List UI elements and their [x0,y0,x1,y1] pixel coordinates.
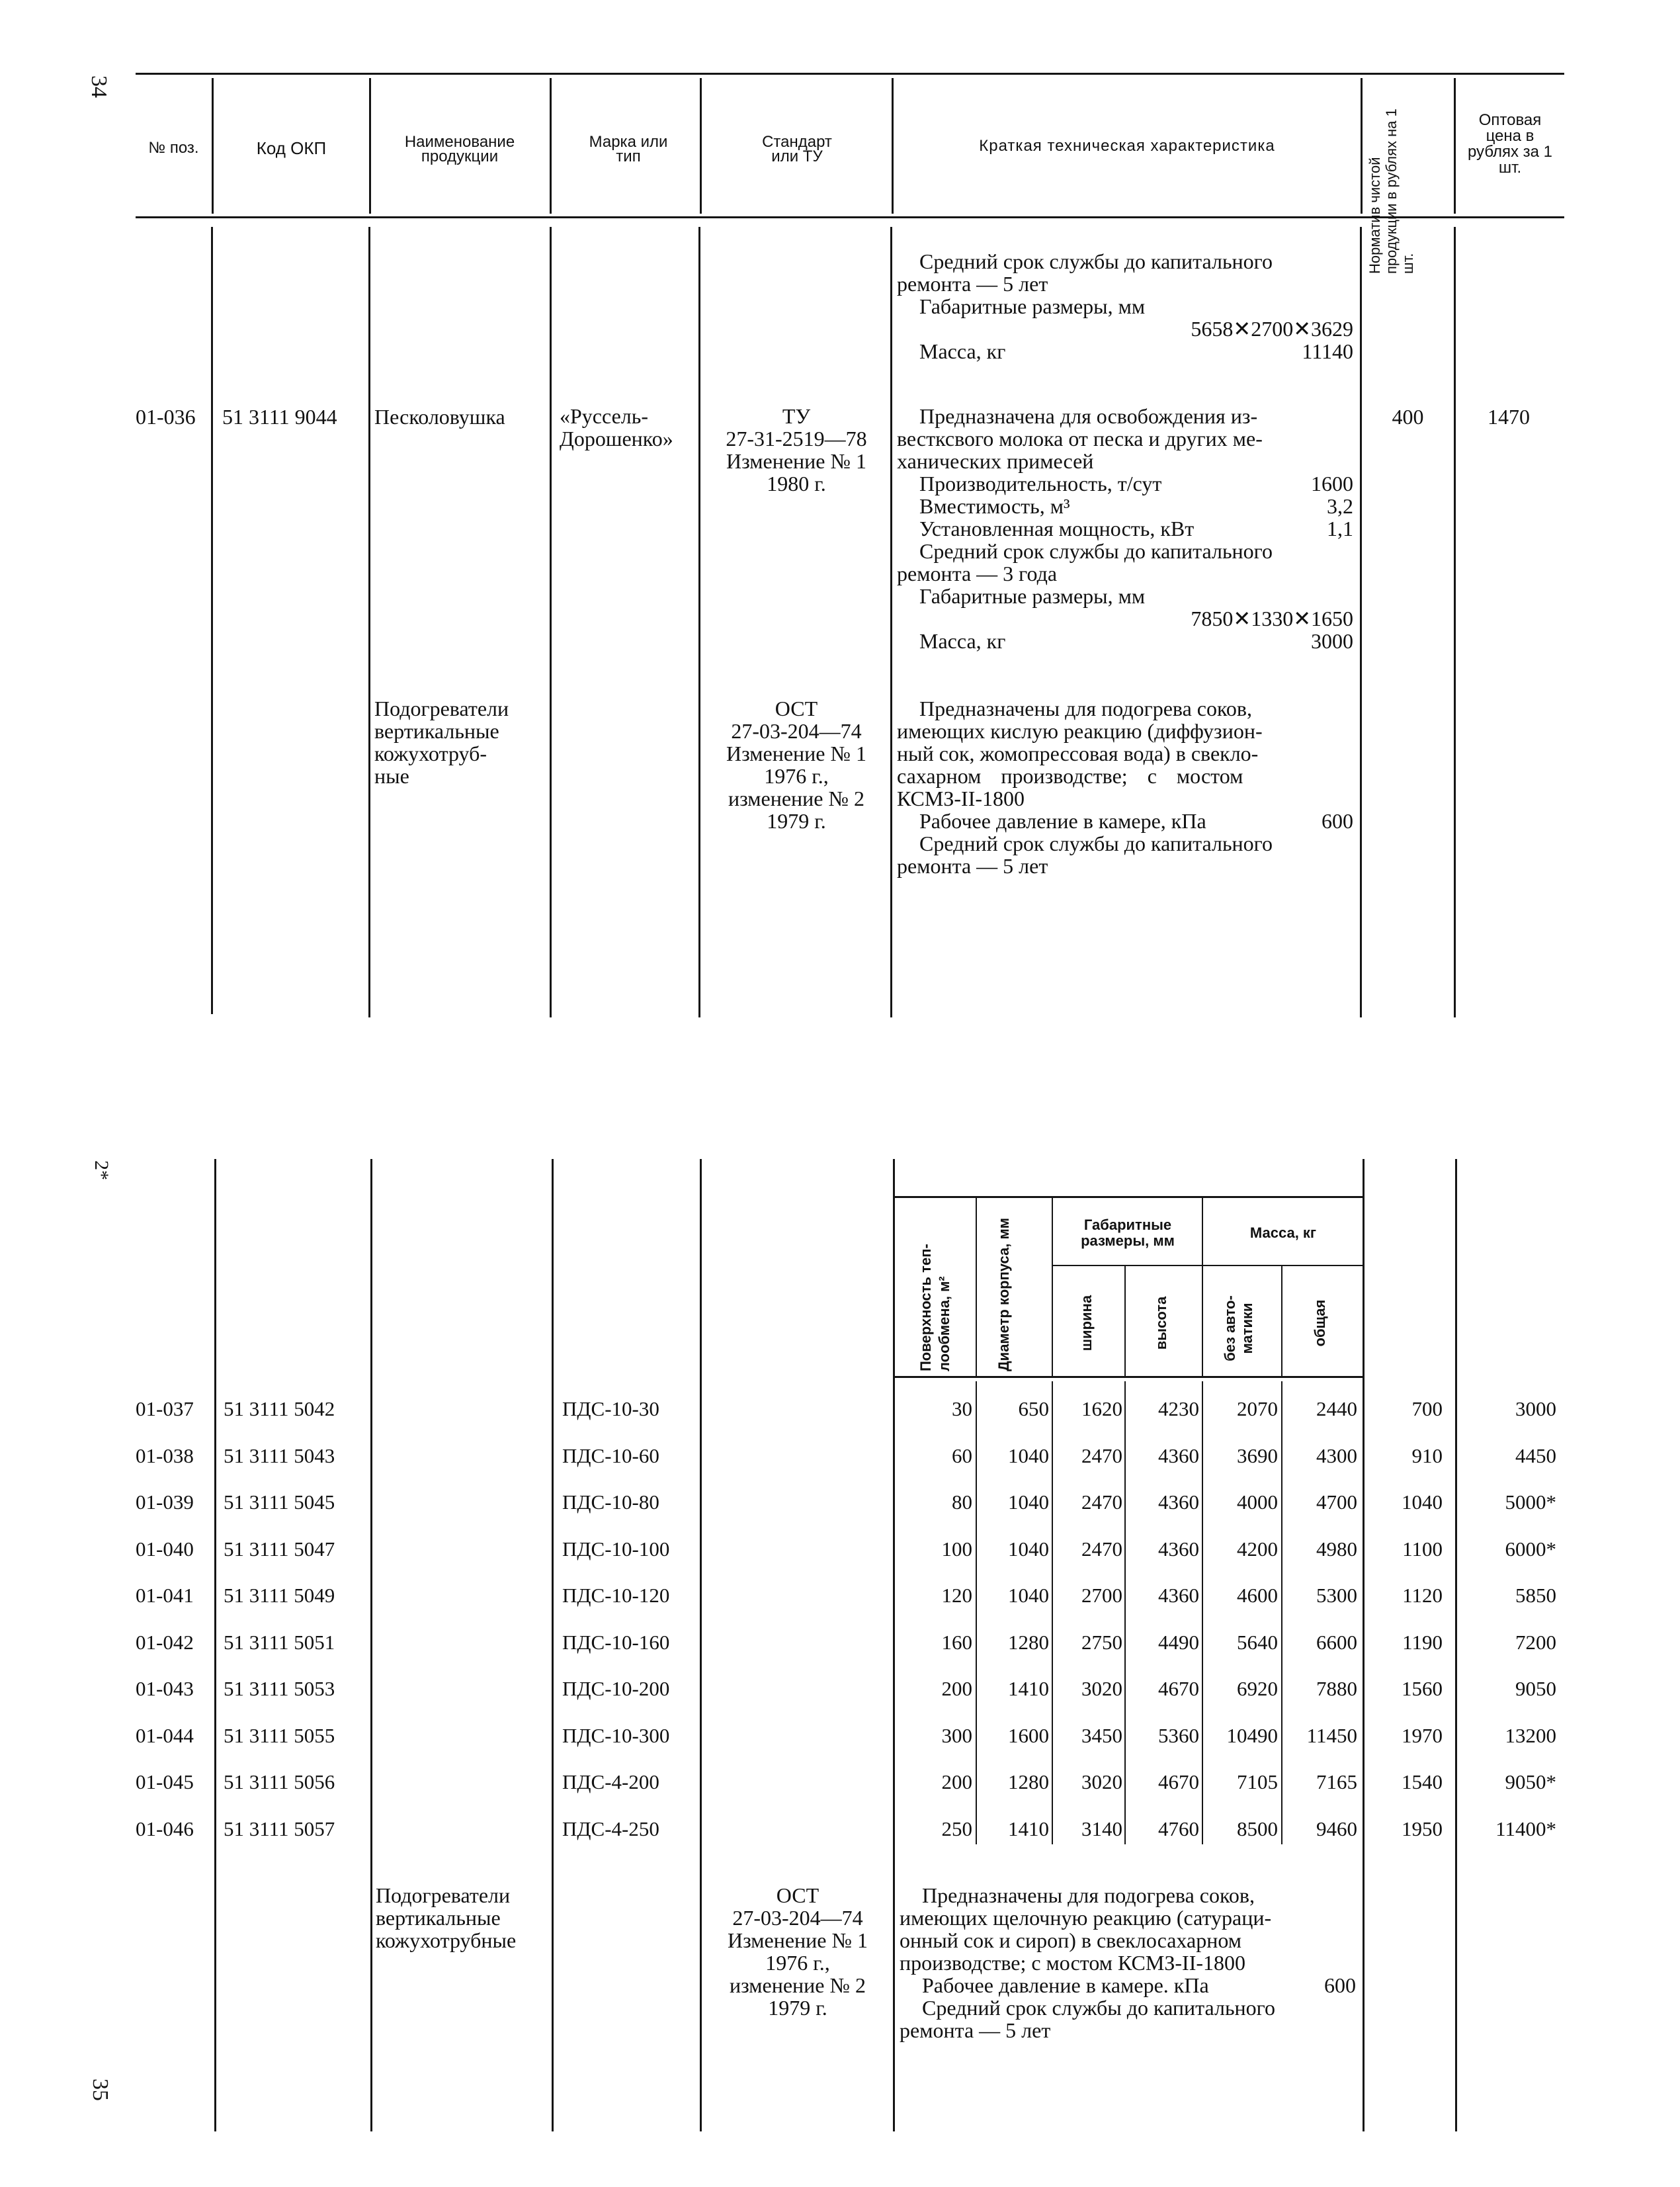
subheader-mass: Масса, кг [1249,1224,1317,1241]
subheader-mass-total [1312,1290,1331,1356]
cell-mass-no-auto: 5640 [1237,1630,1278,1654]
heaters-alkaline-standard [704,1884,892,2019]
header-name: Наименование продукции [404,133,515,165]
cell-okp: 51 3111 5057 [224,1817,335,1840]
subheader-surface-text: Поверхность теп-лообмена, м² [917,1244,952,1371]
cell-surface: 80 [952,1490,972,1514]
cell-price: 3000 [1515,1397,1556,1420]
desc-line: ханических примесей [897,449,1094,473]
cell-mass-total: 4980 [1316,1537,1357,1561]
cell-mass-total: 5300 [1316,1584,1357,1607]
cell-surface: 300 [941,1723,972,1747]
item-036-okp: 51 3111 9044 [222,405,337,429]
cell-diameter: 1040 [1008,1443,1049,1467]
subheader-surface [917,1213,956,1371]
heaters-acid-standard [702,697,890,832]
cell-marka: ПДС-10-60 [562,1443,659,1467]
std-line: 27-31-2519—78 [726,427,867,450]
cell-norm: 1190 [1402,1630,1443,1654]
cell-marka: ПДС-10-300 [562,1723,670,1747]
cell-surface: 200 [941,1677,972,1700]
cell-marka: ПДС-10-100 [562,1537,670,1561]
name-line: кожухотруб- [374,742,487,765]
cell-mass-no-auto: 4200 [1237,1537,1278,1561]
cell-surface: 100 [941,1537,972,1561]
desc-line: сахарном производстве; с мостом [897,764,1243,788]
desc-pair-label: Вместимость, м³ [919,494,1070,518]
cell-okp: 51 3111 5056 [224,1770,335,1793]
cell-okp: 51 3111 5049 [224,1584,335,1607]
subheader-height-text: высота [1153,1296,1169,1350]
cell-pos: 01-040 [136,1537,194,1561]
cell-width: 3450 [1081,1723,1122,1747]
cell-okp: 51 3111 5043 [224,1443,335,1467]
cell-surface: 30 [952,1397,972,1420]
cell-mass-no-auto: 3690 [1237,1443,1278,1467]
cell-pos: 01-038 [136,1443,194,1467]
std-line: 27-03-204—74 [731,719,862,743]
cell-norm: 1560 [1402,1677,1443,1700]
cell-height: 4670 [1158,1677,1199,1700]
desc-line: вестксвого молока от песка и других ме- [897,427,1263,450]
desc-line: Предназначена для освобождения из- [919,404,1258,428]
std-line: изменение № 2 [729,1973,866,1997]
cell-mass-total: 4700 [1316,1490,1357,1514]
cell-mass-total: 2440 [1316,1397,1357,1420]
desc-line: ремонта — 3 года [897,562,1058,585]
cell-norm: 910 [1411,1443,1443,1467]
desc-line: ремонта — 5 лет [900,2018,1051,2042]
desc-line: онный сок и сироп) в свеклосахарном [900,1928,1241,1952]
subheader-gabarit: Габаритные размеры, мм [1081,1217,1175,1249]
cell-mass-no-auto: 10490 [1226,1723,1278,1747]
cell-height: 4360 [1158,1443,1199,1467]
desc-line: Предназначены для подогрева соков, [919,697,1253,720]
header-norm [1366,89,1449,274]
header-okp: Код ОКП [256,138,327,158]
cell-price: 11400* [1495,1817,1556,1840]
std-line: 1976 г., [765,1951,830,1975]
std-line: 1980 г. [767,472,826,495]
cell-price: 6000* [1505,1537,1556,1561]
desc-pressure-label: Рабочее давление в камере, кПа [919,809,1206,833]
subheader-mass-no-auto-text: без авто-матики [1222,1295,1255,1361]
cell-mass-no-auto: 6920 [1237,1677,1278,1700]
header-price: Оптовая цена в рублях за 1 шт. [1467,111,1553,177]
cell-marka: ПДС-10-120 [562,1584,670,1607]
continuation-line: ремонта — 5 лет [897,272,1048,296]
item-036-marka [560,405,698,450]
cell-diameter: 1280 [1008,1630,1049,1654]
subheader-mass-total-text: общая [1312,1299,1328,1347]
subheader-width-text: ширина [1078,1295,1095,1351]
header-characteristic: Краткая техническая характеристика [979,137,1275,155]
cell-norm: 1950 [1402,1817,1443,1840]
header-pos: № поз. [148,139,199,157]
cell-diameter: 1410 [1008,1817,1049,1840]
desc-line: КСМЗ-II-1800 [897,787,1025,810]
name-line: Подогреватели [374,697,509,720]
desc-pair [897,472,1353,495]
desc-pair-label: Установленная мощность, кВт [919,517,1195,540]
continuation-mass-value: 11140 [1302,339,1353,363]
heaters-alkaline-name [376,1884,554,1951]
cell-pos: 01-044 [136,1723,194,1747]
std-line: 27-03-204—74 [732,1906,863,1930]
cell-surface: 120 [941,1584,972,1607]
cell-pos: 01-045 [136,1770,194,1793]
std-line: Изменение № 1 [726,742,867,765]
cell-width: 3140 [1081,1817,1122,1840]
desc-line: Средний срок службы до капитального [919,539,1273,563]
desc-pressure-value: 600 [1322,809,1353,833]
desc-pressure-value: 600 [1324,1973,1356,1997]
item-036-pos: 01-036 [136,405,196,429]
cell-height: 5360 [1158,1723,1199,1747]
desc-pressure-row [900,1974,1356,1996]
cell-mass-total: 7880 [1316,1677,1357,1700]
cell-marka: ПДС-10-200 [562,1677,670,1700]
cell-width: 2700 [1081,1584,1122,1607]
desc-dims: 7850✕1330✕1650 [1191,607,1353,630]
desc-pair-label: Производительность, т/сут [919,472,1162,495]
cell-diameter: 1040 [1008,1584,1049,1607]
continuation-dims: 5658✕2700✕3629 [1191,317,1353,341]
cell-height: 4760 [1158,1817,1199,1840]
desc-pressure-label: Рабочее давление в камере. кПа [922,1973,1209,1997]
desc-pair-value: 1600 [1311,472,1353,495]
continuation-mass-row [897,340,1353,363]
name-line: кожухотрубные [376,1928,517,1952]
desc-line: имеющих кислую реакцию (диффузион- [897,719,1263,743]
cell-norm: 1540 [1402,1770,1443,1793]
subheader-mass-no-auto [1222,1289,1261,1368]
cell-diameter: 650 [1018,1397,1049,1420]
cell-width: 2470 [1081,1537,1122,1561]
std-line: 1979 г. [768,1996,827,2020]
cell-price: 9050 [1515,1677,1556,1700]
item-036-norm: 400 [1392,405,1424,429]
desc-line: ный сок, жомопрессовая вода) в свекло- [897,742,1259,765]
std-line: ОСТ [776,1883,819,1907]
name-line: вертикальные [374,719,499,743]
name-line: вертикальные [376,1906,501,1930]
std-line: ТУ [782,404,811,428]
std-line: 1976 г., [764,764,829,788]
item-036-marka-text: «Руссель-Дорошенко» [560,404,673,450]
cell-height: 4360 [1158,1490,1199,1514]
cell-mass-no-auto: 8500 [1237,1817,1278,1840]
std-line: Изменение № 1 [727,1928,868,1952]
std-line: Изменение № 1 [726,449,867,473]
cell-okp: 51 3111 5051 [224,1630,335,1654]
cell-okp: 51 3111 5045 [224,1490,335,1514]
header-marka: Марка или тип [589,133,668,165]
cell-surface: 200 [941,1770,972,1793]
cell-price: 9050* [1505,1770,1556,1793]
desc-line: Предназначены для подогрева соков, [922,1883,1255,1907]
desc-pair-value: 1,1 [1327,517,1353,540]
desc-mass-row [897,630,1353,652]
cell-height: 4490 [1158,1630,1199,1654]
page-number-top: 34 [87,75,111,98]
cell-mass-no-auto: 4600 [1237,1584,1278,1607]
cell-diameter: 1040 [1008,1537,1049,1561]
item-036-description [897,405,1353,652]
desc-line: Средний срок службы до капитального [922,1996,1275,2020]
cell-norm: 1970 [1402,1723,1443,1747]
continuation-line: Средний срок службы до капитального [919,249,1273,273]
cell-okp: 51 3111 5053 [224,1677,335,1700]
cell-mass-total: 4300 [1316,1443,1357,1467]
item-036-price: 1470 [1488,405,1530,429]
cell-pos: 01-042 [136,1630,194,1654]
cell-pos: 01-037 [136,1397,194,1420]
item-036-name: Песколовушка [374,405,505,429]
cell-price: 5850 [1515,1584,1556,1607]
cell-height: 4230 [1158,1397,1199,1420]
desc-line: Средний срок службы до капитального [919,832,1273,855]
cell-marka: ПДС-10-30 [562,1397,659,1420]
cell-height: 4360 [1158,1537,1199,1561]
continuation-text [897,250,1353,363]
cell-diameter: 1280 [1008,1770,1049,1793]
desc-pair-value: 3,2 [1327,494,1353,518]
cell-pos: 01-043 [136,1677,194,1700]
cell-norm: 1100 [1402,1537,1443,1561]
header-norm-text: Норматив чистой продукции в рублях на 1 шт. [1366,108,1416,274]
cell-height: 4360 [1158,1584,1199,1607]
cell-width: 2470 [1081,1490,1122,1514]
page-number-bottom: 35 [88,2079,112,2101]
cell-mass-total: 9460 [1316,1817,1357,1840]
desc-line: ремонта — 5 лет [897,854,1048,878]
cell-mass-total: 11450 [1306,1723,1357,1747]
header-standard: Стандарт или ТУ [762,133,832,165]
cell-mass-total: 6600 [1316,1630,1357,1654]
subheader-diameter-text: Диаметр корпуса, мм [995,1217,1012,1371]
cell-width: 2470 [1081,1443,1122,1467]
cell-mass-no-auto: 7105 [1237,1770,1278,1793]
std-line: изменение № 2 [728,787,865,810]
cell-norm: 1040 [1402,1490,1443,1514]
desc-mass-label: Масса, кг [919,629,1006,653]
cell-okp: 51 3111 5055 [224,1723,335,1747]
cell-mass-no-auto: 4000 [1237,1490,1278,1514]
cell-marka: ПДС-4-200 [562,1770,659,1793]
subheader-diameter [995,1213,1034,1371]
cell-price: 13200 [1505,1723,1556,1747]
cell-norm: 700 [1411,1397,1443,1420]
desc-line: имеющих щелочную реакцию (сатураци- [900,1906,1272,1930]
cell-width: 3020 [1081,1677,1122,1700]
cell-price: 4450 [1515,1443,1556,1467]
name-line: ные [374,764,409,788]
name-line: Подогреватели [376,1883,511,1907]
desc-pair [897,495,1353,517]
desc-pair [897,517,1353,540]
heaters-acid-name [374,697,546,787]
desc-line: производстве; с мостом КСМЗ-II-1800 [900,1951,1245,1975]
heaters-acid-description [897,697,1353,877]
continuation-mass-label: Масса, кг [919,339,1006,363]
cell-price: 5000* [1505,1490,1556,1514]
cell-okp: 51 3111 5047 [224,1537,335,1561]
cell-pos: 01-041 [136,1584,194,1607]
cell-width: 3020 [1081,1770,1122,1793]
cell-marka: ПДС-10-160 [562,1630,670,1654]
cell-marka: ПДС-10-80 [562,1490,659,1514]
cell-price: 7200 [1515,1630,1556,1654]
cell-surface: 250 [941,1817,972,1840]
desc-mass-value: 3000 [1311,629,1353,653]
continuation-line: Габаритные размеры, мм [919,294,1146,318]
cell-pos: 01-039 [136,1490,194,1514]
cell-pos: 01-046 [136,1817,194,1840]
subheader-height [1153,1290,1173,1356]
cell-surface: 160 [941,1630,972,1654]
cell-surface: 60 [952,1443,972,1467]
cell-height: 4670 [1158,1770,1199,1793]
std-line: 1979 г. [767,809,826,833]
cell-diameter: 1040 [1008,1490,1049,1514]
cell-width: 2750 [1081,1630,1122,1654]
cell-width: 1620 [1081,1397,1122,1420]
cell-mass-total: 7165 [1316,1770,1357,1793]
item-036-standard [702,405,890,495]
cell-marka: ПДС-4-250 [562,1817,659,1840]
cell-okp: 51 3111 5042 [224,1397,335,1420]
cell-diameter: 1410 [1008,1677,1049,1700]
desc-pressure-row [897,810,1353,832]
cell-norm: 1120 [1402,1584,1443,1607]
heaters-alkaline-description [900,1884,1356,2041]
cell-diameter: 1600 [1008,1723,1049,1747]
cell-mass-no-auto: 2070 [1237,1397,1278,1420]
desc-line: Габаритные размеры, мм [919,584,1146,608]
page-number-middle: 2* [91,1160,112,1180]
subheader-width [1078,1290,1098,1356]
std-line: ОСТ [775,697,818,720]
